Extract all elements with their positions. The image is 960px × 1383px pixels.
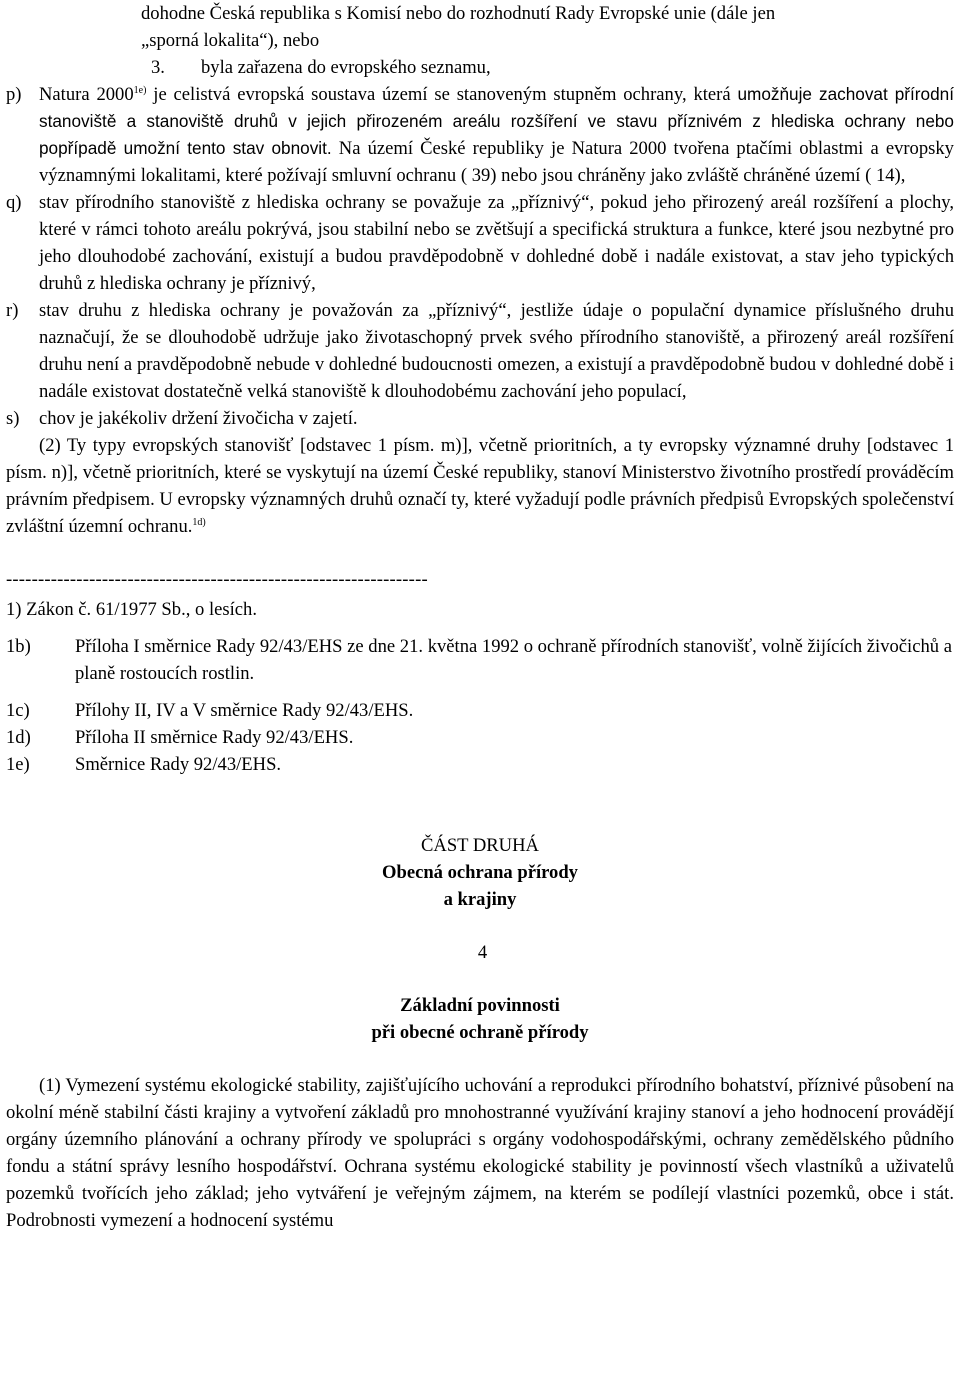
footnote-1d-text: Příloha II směrnice Rady 92/43/EHS. — [75, 727, 354, 748]
sub-item-3-marker: 3. — [151, 57, 165, 78]
section-4-paragraph-1: (1) Vymezení systému ekologické stability, zajišťujícího uchování a reprodukci přírodního bohatství, příznivé působení na okolní méně stabilní části krajiny a vytvoření základů pro mnohostranné využívání krajiny stanoví a jeho hodnocení provádějí orgány územního plánování a ochrany přírody ve spolupráci s orgány vodohospodářskými, ochrany zemědělského půdního fondu a státní správy lesního hospodářství. Ochrana systému ekologické stability je povinností všech vlastníků a uživatelů pozemků tvořících jeho základ; jeho vytváření je veřejným zájmem, na kterém se podílejí vlastníci pozemků, obce i stát. Podrobnosti vymezení a hodnocení systému — [6, 1075, 954, 1231]
footnote-separator: ------------------------------------------------------------------ — [6, 569, 428, 590]
sub-item-3 — [141, 54, 954, 81]
item-p-text-start: Natura 2000 — [39, 84, 134, 105]
definition-item-p — [6, 81, 954, 189]
footnote-1b-text: Příloha I směrnice Rady 92/43/EHS ze dne 21. května 1992 o ochraně přírodních stanovišť, volně žijících živočichů a planě rostoucích rostlin. — [75, 636, 952, 684]
footnote-1d-marker: 1d) — [6, 727, 31, 748]
item-s-marker: s) — [6, 408, 20, 429]
footnote-1d — [6, 724, 954, 751]
item-r-text: stav druhu z hlediska ochrany je považován za „příznivý“, jestliže údaje o populační dynamice příslušného druhu naznačují, že se dlouhodobě udržuje jako životaschopný prvek svého přírodního stanoviště, a přirozený areál rozšíření druhu není a pravděpodobně nebude v dohledné budoucnosti omezen, a existují a pravděpodobně budou v dohledné době i nadále existovat dostatečně velká stanoviště k dlouhodobému zachování jeho populací, — [39, 300, 954, 402]
definition-item-s — [6, 405, 954, 432]
section-marker — [6, 939, 954, 966]
definition-item-r — [6, 297, 954, 405]
footnote-1e-marker: 1e) — [6, 754, 30, 775]
item-p-text-natura: Na území České republiky je Natura 2000 tvořena ptačími oblastmi a evropsky významnými lokalitami, které požívají smluvní ochranu ( 39) nebo jsou chráněny jako zvláště chráněné území ( 14), — [39, 138, 954, 186]
definition-item-q — [6, 189, 954, 297]
item-p-footnote-ref: 1e) — [133, 85, 147, 96]
item-q-marker: q) — [6, 192, 22, 213]
footnote-1c-text: Přílohy II, IV a V směrnice Rady 92/43/EHS. — [75, 700, 414, 721]
section-number: 4 — [477, 942, 488, 963]
paragraph-2-text: (2) Ty typy evropských stanovišť [odstavec 1 písm. m)], včetně prioritních, a ty evropsky významné druhy [odstavec 1 písm. n)], včetně prioritních, které se vyskytují na území České republiky, stanoví Ministerstvo životního prostředí prováděcím právním předpisem. U evropsky významných druhů označí ty, které vyžadují podle právních předpisů Evropských společenství zvláštní územní ochranu. — [6, 435, 954, 537]
item-s-text: chov je jakékoliv držení živočicha v zajetí. — [39, 408, 358, 429]
footnote-1c — [6, 697, 954, 724]
section-heading-line2: při obecné ochraně přírody — [371, 1022, 589, 1043]
part-title: ČÁST DRUHÁ — [421, 835, 539, 856]
item-p-text-sans: umožňuje zachovat přírodní stanoviště a stanoviště druhů v jejich přirozeném areálu rozšíření ve stavu příznivém z hlediska ochrany nebo popřípadě umožní tento stav obnovit. — [39, 84, 954, 158]
item-r-marker: r) — [6, 300, 19, 321]
footnote-1c-marker: 1c) — [6, 700, 30, 721]
item-o-continuation-line2: „sporná lokalita“), nebo — [141, 30, 320, 51]
section-heading-line1: Základní povinnosti — [400, 995, 560, 1016]
part-subtitle-line2: a krajiny — [443, 889, 517, 910]
footnote-1e-text: Směrnice Rady 92/43/EHS. — [75, 754, 282, 775]
item-p-marker: p) — [6, 84, 22, 105]
item-o-continuation-line1: dohodne Česká republika s Komisí nebo do rozhodnutí Rady Evropské unie (dále jen — [141, 3, 776, 24]
document-page — [6, 0, 954, 1234]
paragraph-2-footnote-ref: 1d) — [192, 517, 206, 528]
part-subtitle-line1: Obecná ochrana přírody — [382, 862, 578, 883]
section-sign-icon — [473, 928, 476, 949]
footnote-1b — [6, 633, 954, 687]
item-p-text-rest: je celistvá evropská soustava území se stanoveným stupněm ochrany, která — [146, 84, 731, 105]
footnote-1: 1) Zákon č. 61/1977 Sb., o lesích. — [6, 599, 257, 620]
item-q-text: stav přírodního stanoviště z hlediska ochrany se považuje za „příznivý“, pokud jeho přirozený areál rozšíření a plochy, které v rámci tohoto areálu pokrývá, jsou stabilní nebo se zvětšují a specifická struktura a funkce, které jsou nezbytné pro jeho dlouhodobé zachování, existují a budou pravděpodobně v dohledné době i nadále existovat, a stav jeho typických druhů z hlediska ochrany je příznivý, — [39, 192, 954, 294]
paragraph-2 — [6, 432, 954, 540]
sub-item-3-text: byla zařazena do evropského seznamu, — [201, 57, 491, 78]
footnote-1e — [6, 751, 954, 778]
footnote-1b-marker: 1b) — [6, 636, 31, 657]
